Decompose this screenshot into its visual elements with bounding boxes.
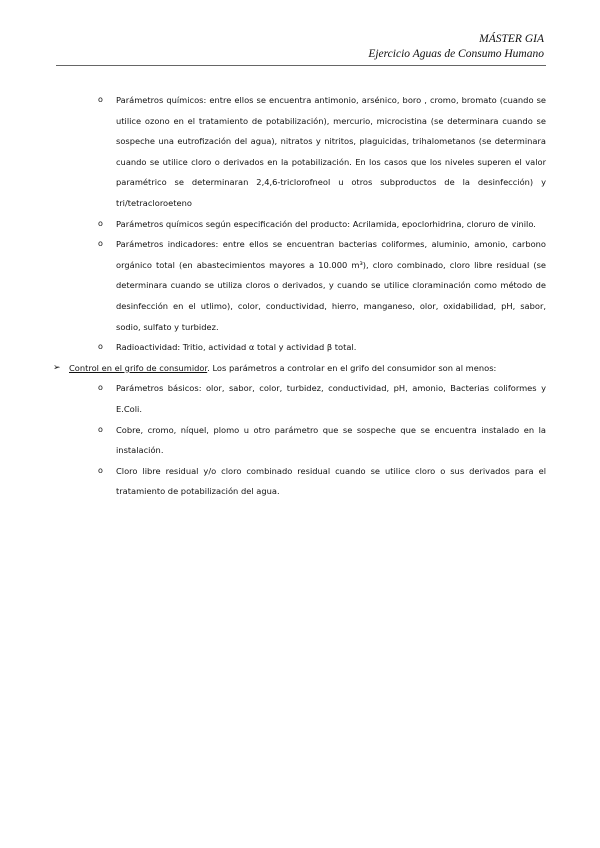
bullet-icon: o bbox=[98, 424, 103, 434]
list-item-text: Cloro libre residual y/o cloro combinado residual cuando se utilice cloro o sus derivados para el tratamiento de potabilización del agua. bbox=[116, 465, 546, 497]
header-divider bbox=[56, 65, 546, 66]
bullet-icon: o bbox=[98, 383, 103, 393]
list-item bbox=[98, 337, 546, 358]
list-item bbox=[98, 90, 546, 214]
section-intro-text: . Los parámetros a controlar en el grifo del consumidor son al menos: bbox=[207, 362, 497, 373]
section-heading bbox=[53, 358, 546, 379]
document-body bbox=[53, 90, 546, 502]
list-item bbox=[98, 420, 546, 461]
list-item bbox=[98, 214, 546, 235]
arrow-bullet-icon: ➢ bbox=[53, 362, 61, 373]
list-item-text: Parámetros químicos: entre ellos se encuentra antimonio, arsénico, boro , cromo, bromato (cuando se utilice ozono en el tratamiento de potabilización), mercurio, microcistina (se determinara cuando se sospeche una eutrofización del agua), nitratos y nitritos, plaguicidas, trihalometanos (se determinara cuando se utilice cloro o derivados en la potabilización. En los casos que los niveles superen el valor paramétrico se determinaran 2,4,6-triclorofneol u otros subproductos de la desinfección) y tri/tetracloroeteno bbox=[116, 95, 546, 208]
list-item bbox=[98, 234, 546, 337]
header-title: MÁSTER GIA bbox=[479, 33, 544, 45]
bullet-icon: o bbox=[98, 239, 103, 249]
page-header bbox=[368, 32, 544, 62]
list-item-text: Parámetros químicos según especificación del producto: Acrilamida, epoclorhidrina, cloruro de vinilo. bbox=[116, 218, 536, 229]
list-item bbox=[98, 378, 546, 419]
bullet-icon: o bbox=[98, 342, 103, 352]
list-item bbox=[98, 461, 546, 502]
list-item-text: Parámetros básicos: olor, sabor, color, turbidez, conductividad, pH, amonio, Bacterias coliformes y E.Coli. bbox=[116, 383, 546, 414]
consumer-tap-list bbox=[98, 378, 546, 502]
header-subtitle: Ejercicio Aguas de Consumo Humano bbox=[368, 48, 544, 60]
list-item-text: Cobre, cromo, níquel, plomo u otro parámetro que se sospeche que se encuentra instalado en la instalación. bbox=[116, 424, 546, 456]
section-title: Control en el grifo de consumidor bbox=[69, 362, 208, 373]
list-item-text: Parámetros indicadores: entre ellos se encuentran bacterias coliformes, aluminio, amonio, carbono orgánico total (en abastecimientos mayores a 10.000 m³), cloro combinado, cloro libre residual (se determinara cuando se utiliza cloros o derivados, y cuando se utilice cloraminación como método de desinfección en el utlimo), color, conductividad, hierro, manganeso, olor, oxidabilidad, pH, sabor, sodio, sulfato y turbidez. bbox=[116, 239, 546, 332]
bullet-icon: o bbox=[98, 218, 103, 228]
bullet-icon: o bbox=[98, 465, 103, 475]
bullet-icon: o bbox=[98, 95, 103, 104]
list-item-text: Radioactividad: Tritio, actividad α total y actividad β total. bbox=[116, 342, 357, 353]
